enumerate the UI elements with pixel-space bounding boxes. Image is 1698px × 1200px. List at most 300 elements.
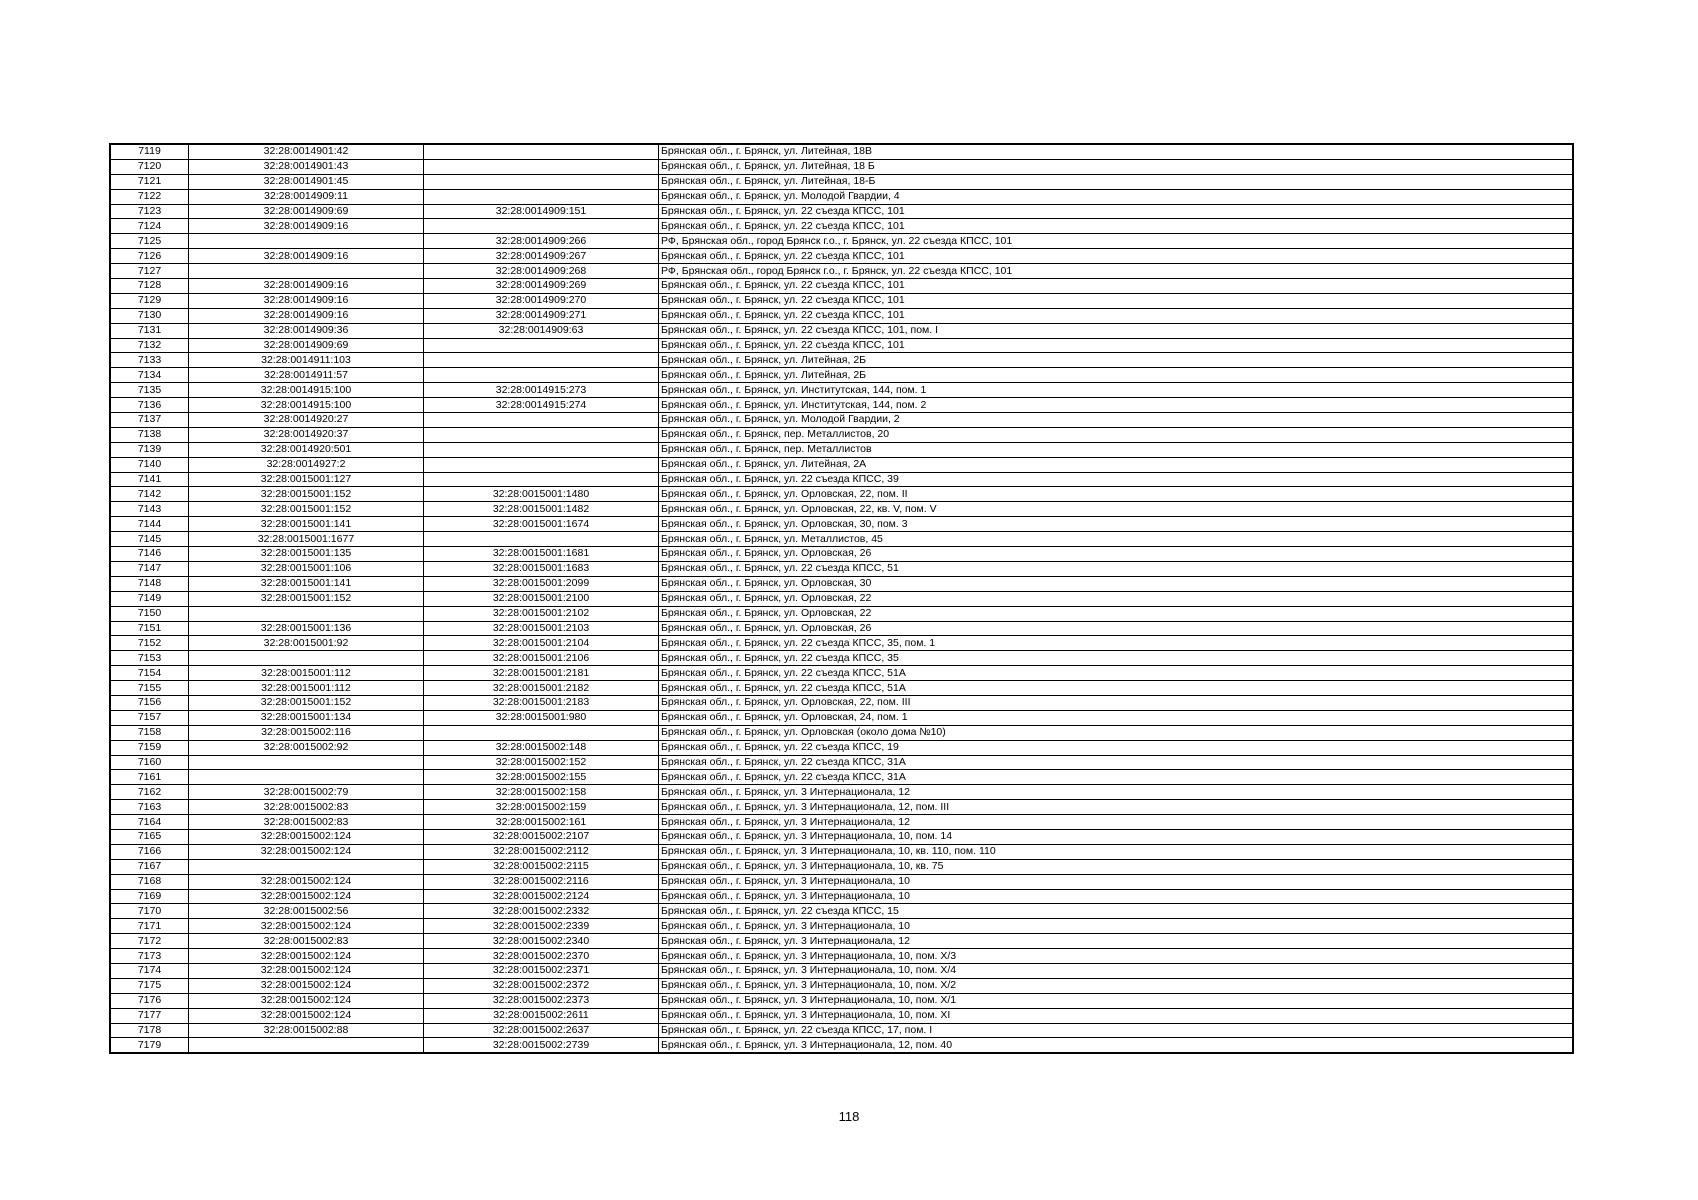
parcel-number-cell: 32:28:0015001:92 [189, 636, 424, 651]
parcel-number-cell: 32:28:0014909:36 [189, 323, 424, 338]
table-row [110, 487, 1573, 502]
row-number-cell: 7145 [110, 532, 189, 547]
row-number-cell: 7138 [110, 427, 189, 442]
table-row [110, 963, 1573, 978]
row-number-cell: 7134 [110, 368, 189, 383]
row-number-cell: 7155 [110, 681, 189, 696]
parcel-number-cell: 32:28:0015002:124 [189, 919, 424, 934]
object-number-cell: 32:28:0015001:2099 [424, 576, 659, 591]
parcel-number-cell [189, 264, 424, 279]
parcel-number-cell: 32:28:0014915:100 [189, 383, 424, 398]
row-number-cell: 7172 [110, 934, 189, 949]
table-row [110, 800, 1573, 815]
address-cell: Брянская обл., г. Брянск, ул. 22 съезда КПСС, 19 [659, 740, 1574, 755]
parcel-number-cell: 32:28:0015001:136 [189, 621, 424, 636]
table-row [110, 576, 1573, 591]
row-number-cell: 7164 [110, 815, 189, 830]
parcel-number-cell: 32:28:0014909:69 [189, 338, 424, 353]
parcel-number-cell: 32:28:0014920:37 [189, 427, 424, 442]
object-number-cell: 32:28:0015002:148 [424, 740, 659, 755]
parcel-number-cell: 32:28:0015001:134 [189, 710, 424, 725]
address-cell: Брянская обл., г. Брянск, ул. 22 съезда КПСС, 101 [659, 279, 1574, 294]
table-row [110, 949, 1573, 964]
object-number-cell [424, 353, 659, 368]
address-cell: Брянская обл., г. Брянск, ул. Орловская, 30, пом. 3 [659, 517, 1574, 532]
table-row [110, 308, 1573, 323]
table-row [110, 695, 1573, 710]
table-row [110, 978, 1573, 993]
table-row [110, 174, 1573, 189]
row-number-cell: 7140 [110, 457, 189, 472]
table-row [110, 561, 1573, 576]
row-number-cell: 7148 [110, 576, 189, 591]
row-number-cell: 7142 [110, 487, 189, 502]
parcel-number-cell: 32:28:0015001:112 [189, 681, 424, 696]
object-number-cell [424, 413, 659, 428]
row-number-cell: 7149 [110, 591, 189, 606]
object-number-cell: 32:28:0015001:1480 [424, 487, 659, 502]
object-number-cell: 32:28:0015002:2116 [424, 874, 659, 889]
row-number-cell: 7132 [110, 338, 189, 353]
object-number-cell: 32:28:0015002:152 [424, 755, 659, 770]
parcel-number-cell: 32:28:0015002:124 [189, 993, 424, 1008]
parcel-number-cell: 32:28:0015002:124 [189, 949, 424, 964]
row-number-cell: 7174 [110, 963, 189, 978]
parcel-number-cell: 32:28:0015002:124 [189, 874, 424, 889]
parcel-number-cell: 32:28:0014927:2 [189, 457, 424, 472]
address-cell: Брянская обл., г. Брянск, ул. 3 Интернационала, 10, пом. XI [659, 1008, 1574, 1023]
parcel-number-cell: 32:28:0015002:124 [189, 963, 424, 978]
address-cell: Брянская обл., г. Брянск, ул. 22 съезда КПСС, 51 [659, 561, 1574, 576]
row-number-cell: 7165 [110, 829, 189, 844]
object-number-cell: 32:28:0015001:1681 [424, 547, 659, 562]
address-cell: Брянская обл., г. Брянск, ул. 3 Интернационала, 10, пом. Х/1 [659, 993, 1574, 1008]
parcel-number-cell [189, 859, 424, 874]
address-cell: Брянская обл., г. Брянск, ул. Орловская, 22, пом. II [659, 487, 1574, 502]
parcel-number-cell: 32:28:0015001:1677 [189, 532, 424, 547]
table-row [110, 993, 1573, 1008]
parcel-number-cell: 32:28:0015002:79 [189, 785, 424, 800]
object-number-cell: 32:28:0015002:161 [424, 815, 659, 830]
row-number-cell: 7127 [110, 264, 189, 279]
parcel-number-cell [189, 770, 424, 785]
parcel-number-cell: 32:28:0015002:124 [189, 978, 424, 993]
address-cell: Брянская обл., г. Брянск, ул. 22 съезда КПСС, 31А [659, 755, 1574, 770]
row-number-cell: 7122 [110, 189, 189, 204]
table-row [110, 785, 1573, 800]
row-number-cell: 7171 [110, 919, 189, 934]
parcel-number-cell: 32:28:0014909:16 [189, 293, 424, 308]
parcel-number-cell: 32:28:0015002:83 [189, 815, 424, 830]
table-row [110, 621, 1573, 636]
object-number-cell: 32:28:0014909:267 [424, 249, 659, 264]
address-cell: Брянская обл., г. Брянск, ул. Орловская, 24, пом. 1 [659, 710, 1574, 725]
table-row [110, 547, 1573, 562]
address-cell: Брянская обл., г. Брянск, ул. 3 Интернационала, 10, кв. 110, пом. 110 [659, 844, 1574, 859]
object-number-cell: 32:28:0015001:1482 [424, 502, 659, 517]
address-cell: Брянская обл., г. Брянск, ул. 22 съезда КПСС, 31А [659, 770, 1574, 785]
parcel-number-cell: 32:28:0014909:16 [189, 308, 424, 323]
parcel-number-cell: 32:28:0014909:16 [189, 249, 424, 264]
parcel-number-cell: 32:28:0014911:103 [189, 353, 424, 368]
address-cell: Брянская обл., г. Брянск, ул. 22 съезда КПСС, 101, пом. I [659, 323, 1574, 338]
table-row [110, 725, 1573, 740]
parcel-number-cell: 32:28:0015002:116 [189, 725, 424, 740]
row-number-cell: 7160 [110, 755, 189, 770]
object-number-cell: 32:28:0014909:271 [424, 308, 659, 323]
row-number-cell: 7137 [110, 413, 189, 428]
table-row [110, 279, 1573, 294]
object-number-cell: 32:28:0014915:274 [424, 398, 659, 413]
object-number-cell: 32:28:0015002:159 [424, 800, 659, 815]
parcel-number-cell: 32:28:0014909:11 [189, 189, 424, 204]
object-number-cell: 32:28:0015001:2102 [424, 606, 659, 621]
address-cell: РФ, Брянская обл., город Брянск г.о., г. Брянск, ул. 22 съезда КПСС, 101 [659, 264, 1574, 279]
table-row [110, 1023, 1573, 1038]
object-number-cell: 32:28:0015002:155 [424, 770, 659, 785]
address-cell: Брянская обл., г. Брянск, ул. 3 Интернационала, 12, пом. III [659, 800, 1574, 815]
address-cell: Брянская обл., г. Брянск, ул. 22 съезда КПСС, 101 [659, 204, 1574, 219]
address-cell: Брянская обл., г. Брянск, ул. 22 съезда КПСС, 35, пом. 1 [659, 636, 1574, 651]
address-cell: Брянская обл., г. Брянск, ул. 3 Интернационала, 10, пом. Х/4 [659, 963, 1574, 978]
parcel-number-cell: 32:28:0014909:69 [189, 204, 424, 219]
parcel-number-cell: 32:28:0015001:127 [189, 472, 424, 487]
row-number-cell: 7139 [110, 442, 189, 457]
address-cell: Брянская обл., г. Брянск, ул. Литейная, 2Б [659, 368, 1574, 383]
address-cell: Брянская обл., г. Брянск, пер. Металлистов [659, 442, 1574, 457]
address-cell: Брянская обл., г. Брянск, ул. 3 Интернационала, 10, пом. Х/2 [659, 978, 1574, 993]
parcel-number-cell: 32:28:0015002:88 [189, 1023, 424, 1038]
row-number-cell: 7119 [110, 144, 189, 159]
row-number-cell: 7158 [110, 725, 189, 740]
object-number-cell: 32:28:0014909:63 [424, 323, 659, 338]
parcel-number-cell: 32:28:0015001:112 [189, 666, 424, 681]
table-row [110, 413, 1573, 428]
table-row [110, 1038, 1573, 1053]
address-cell: Брянская обл., г. Брянск, ул. 3 Интернационала, 12 [659, 815, 1574, 830]
parcel-number-cell: 32:28:0015001:135 [189, 547, 424, 562]
address-cell: Брянская обл., г. Брянск, ул. 3 Интернационала, 10 [659, 919, 1574, 934]
address-cell: Брянская обл., г. Брянск, ул. 22 съезда КПСС, 101 [659, 308, 1574, 323]
row-number-cell: 7153 [110, 651, 189, 666]
table-row [110, 591, 1573, 606]
parcel-number-cell: 32:28:0014920:27 [189, 413, 424, 428]
registry-table [109, 143, 1574, 1054]
address-cell: Брянская обл., г. Брянск, ул. Литейная, 18-Б [659, 174, 1574, 189]
table-row [110, 859, 1573, 874]
object-number-cell: 32:28:0015002:2112 [424, 844, 659, 859]
parcel-number-cell: 32:28:0015002:83 [189, 934, 424, 949]
table-row [110, 919, 1573, 934]
object-number-cell: 32:28:0015002:2339 [424, 919, 659, 934]
row-number-cell: 7178 [110, 1023, 189, 1038]
object-number-cell: 32:28:0015002:2611 [424, 1008, 659, 1023]
table-row [110, 874, 1573, 889]
table-row [110, 323, 1573, 338]
table-row [110, 889, 1573, 904]
object-number-cell: 32:28:0015001:2104 [424, 636, 659, 651]
row-number-cell: 7163 [110, 800, 189, 815]
row-number-cell: 7157 [110, 710, 189, 725]
table-row [110, 219, 1573, 234]
row-number-cell: 7167 [110, 859, 189, 874]
address-cell: РФ, Брянская обл., город Брянск г.о., г. Брянск, ул. 22 съезда КПСС, 101 [659, 234, 1574, 249]
address-cell: Брянская обл., г. Брянск, ул. Орловская, 22 [659, 606, 1574, 621]
object-number-cell [424, 368, 659, 383]
parcel-number-cell: 32:28:0015002:124 [189, 889, 424, 904]
row-number-cell: 7144 [110, 517, 189, 532]
object-number-cell: 32:28:0015002:158 [424, 785, 659, 800]
object-number-cell: 32:28:0015001:2181 [424, 666, 659, 681]
table-row [110, 815, 1573, 830]
object-number-cell [424, 457, 659, 472]
row-number-cell: 7166 [110, 844, 189, 859]
address-cell: Брянская обл., г. Брянск, ул. Институтская, 144, пом. 2 [659, 398, 1574, 413]
table-row [110, 651, 1573, 666]
address-cell: Брянская обл., г. Брянск, ул. 3 Интернационала, 12 [659, 785, 1574, 800]
object-number-cell: 32:28:0015002:2370 [424, 949, 659, 964]
address-cell: Брянская обл., г. Брянск, ул. Институтская, 144, пом. 1 [659, 383, 1574, 398]
table-row [110, 502, 1573, 517]
object-number-cell [424, 219, 659, 234]
table-row [110, 457, 1573, 472]
object-number-cell: 32:28:0015002:2371 [424, 963, 659, 978]
address-cell: Брянская обл., г. Брянск, ул. 3 Интернационала, 12 [659, 934, 1574, 949]
address-cell: Брянская обл., г. Брянск, ул. 22 съезда КПСС, 17, пом. I [659, 1023, 1574, 1038]
address-cell: Брянская обл., г. Брянск, ул. 3 Интернационала, 12, пом. 40 [659, 1038, 1574, 1053]
address-cell: Брянская обл., г. Брянск, ул. 22 съезда КПСС, 15 [659, 904, 1574, 919]
row-number-cell: 7179 [110, 1038, 189, 1053]
object-number-cell: 32:28:0015001:980 [424, 710, 659, 725]
table-row [110, 293, 1573, 308]
object-number-cell: 32:28:0014909:269 [424, 279, 659, 294]
table-row [110, 472, 1573, 487]
object-number-cell [424, 189, 659, 204]
object-number-cell: 32:28:0014909:268 [424, 264, 659, 279]
address-cell: Брянская обл., г. Брянск, ул. 22 съезда КПСС, 39 [659, 472, 1574, 487]
table-row [110, 338, 1573, 353]
row-number-cell: 7136 [110, 398, 189, 413]
row-number-cell: 7175 [110, 978, 189, 993]
table-row [110, 398, 1573, 413]
parcel-number-cell: 32:28:0015002:56 [189, 904, 424, 919]
table-row [110, 159, 1573, 174]
table-row [110, 844, 1573, 859]
row-number-cell: 7126 [110, 249, 189, 264]
parcel-number-cell: 32:28:0015001:106 [189, 561, 424, 576]
object-number-cell: 32:28:0015001:2183 [424, 695, 659, 710]
object-number-cell [424, 472, 659, 487]
address-cell: Брянская обл., г. Брянск, ул. Литейная, 2Б [659, 353, 1574, 368]
table-row [110, 740, 1573, 755]
object-number-cell [424, 338, 659, 353]
object-number-cell: 32:28:0015001:1674 [424, 517, 659, 532]
row-number-cell: 7143 [110, 502, 189, 517]
parcel-number-cell: 32:28:0015002:124 [189, 1008, 424, 1023]
parcel-number-cell: 32:28:0014901:43 [189, 159, 424, 174]
address-cell: Брянская обл., г. Брянск, ул. Орловская, 26 [659, 547, 1574, 562]
registry-table-body [110, 144, 1573, 1053]
object-number-cell: 32:28:0015002:2373 [424, 993, 659, 1008]
row-number-cell: 7120 [110, 159, 189, 174]
parcel-number-cell [189, 234, 424, 249]
table-row [110, 234, 1573, 249]
row-number-cell: 7123 [110, 204, 189, 219]
row-number-cell: 7169 [110, 889, 189, 904]
row-number-cell: 7156 [110, 695, 189, 710]
parcel-number-cell: 32:28:0015001:141 [189, 517, 424, 532]
address-cell: Брянская обл., г. Брянск, ул. Литейная, 18В [659, 144, 1574, 159]
table-row [110, 681, 1573, 696]
row-number-cell: 7176 [110, 993, 189, 1008]
address-cell: Брянская обл., г. Брянск, ул. Орловская, 30 [659, 576, 1574, 591]
object-number-cell: 32:28:0015002:2739 [424, 1038, 659, 1053]
parcel-number-cell: 32:28:0014901:42 [189, 144, 424, 159]
parcel-number-cell: 32:28:0014909:16 [189, 219, 424, 234]
address-cell: Брянская обл., г. Брянск, ул. Литейная, 2А [659, 457, 1574, 472]
table-row [110, 636, 1573, 651]
table-row [110, 249, 1573, 264]
table-row [110, 829, 1573, 844]
address-cell: Брянская обл., г. Брянск, ул. Орловская (около дома №10) [659, 725, 1574, 740]
address-cell: Брянская обл., г. Брянск, ул. 22 съезда КПСС, 51А [659, 666, 1574, 681]
parcel-number-cell: 32:28:0015001:152 [189, 695, 424, 710]
address-cell: Брянская обл., г. Брянск, ул. 3 Интернационала, 10 [659, 874, 1574, 889]
object-number-cell [424, 442, 659, 457]
table-row [110, 144, 1573, 159]
table-row [110, 368, 1573, 383]
address-cell: Брянская обл., г. Брянск, ул. Литейная, 18 Б [659, 159, 1574, 174]
address-cell: Брянская обл., г. Брянск, ул. 22 съезда КПСС, 101 [659, 293, 1574, 308]
row-number-cell: 7124 [110, 219, 189, 234]
object-number-cell: 32:28:0015001:2182 [424, 681, 659, 696]
table-row [110, 934, 1573, 949]
row-number-cell: 7125 [110, 234, 189, 249]
row-number-cell: 7151 [110, 621, 189, 636]
address-cell: Брянская обл., г. Брянск, ул. 3 Интернационала, 10, пом. Х/3 [659, 949, 1574, 964]
table-row [110, 517, 1573, 532]
parcel-number-cell: 32:28:0014901:45 [189, 174, 424, 189]
table-row [110, 770, 1573, 785]
object-number-cell: 32:28:0014909:270 [424, 293, 659, 308]
table-row [110, 1008, 1573, 1023]
object-number-cell [424, 427, 659, 442]
address-cell: Брянская обл., г. Брянск, ул. 22 съезда КПСС, 101 [659, 338, 1574, 353]
object-number-cell: 32:28:0014909:151 [424, 204, 659, 219]
address-cell: Брянская обл., г. Брянск, ул. Орловская, 22 [659, 591, 1574, 606]
object-number-cell: 32:28:0014915:273 [424, 383, 659, 398]
parcel-number-cell [189, 1038, 424, 1053]
object-number-cell: 32:28:0015002:2115 [424, 859, 659, 874]
parcel-number-cell: 32:28:0015002:124 [189, 829, 424, 844]
object-number-cell: 32:28:0015002:2637 [424, 1023, 659, 1038]
row-number-cell: 7131 [110, 323, 189, 338]
row-number-cell: 7173 [110, 949, 189, 964]
parcel-number-cell: 32:28:0015001:141 [189, 576, 424, 591]
table-row [110, 204, 1573, 219]
parcel-number-cell: 32:28:0014909:16 [189, 279, 424, 294]
parcel-number-cell [189, 606, 424, 621]
row-number-cell: 7177 [110, 1008, 189, 1023]
row-number-cell: 7133 [110, 353, 189, 368]
table-row [110, 606, 1573, 621]
address-cell: Брянская обл., г. Брянск, ул. 22 съезда КПСС, 35 [659, 651, 1574, 666]
row-number-cell: 7162 [110, 785, 189, 800]
row-number-cell: 7128 [110, 279, 189, 294]
address-cell: Брянская обл., г. Брянск, ул. Орловская, 26 [659, 621, 1574, 636]
row-number-cell: 7154 [110, 666, 189, 681]
object-number-cell: 32:28:0015001:1683 [424, 561, 659, 576]
table-row [110, 532, 1573, 547]
row-number-cell: 7129 [110, 293, 189, 308]
object-number-cell: 32:28:0015002:2372 [424, 978, 659, 993]
page-number: 118 [838, 1109, 860, 1124]
parcel-number-cell: 32:28:0015001:152 [189, 591, 424, 606]
table-row [110, 710, 1573, 725]
parcel-number-cell: 32:28:0014915:100 [189, 398, 424, 413]
row-number-cell: 7159 [110, 740, 189, 755]
table-row [110, 904, 1573, 919]
table-row [110, 666, 1573, 681]
address-cell: Брянская обл., г. Брянск, ул. 22 съезда КПСС, 51А [659, 681, 1574, 696]
address-cell: Брянская обл., г. Брянск, ул. 22 съезда КПСС, 101 [659, 219, 1574, 234]
table-row [110, 427, 1573, 442]
row-number-cell: 7168 [110, 874, 189, 889]
object-number-cell [424, 725, 659, 740]
parcel-number-cell [189, 755, 424, 770]
row-number-cell: 7130 [110, 308, 189, 323]
table-row [110, 442, 1573, 457]
table-row [110, 755, 1573, 770]
address-cell: Брянская обл., г. Брянск, ул. Молодой Гвардии, 4 [659, 189, 1574, 204]
row-number-cell: 7121 [110, 174, 189, 189]
object-number-cell: 32:28:0015002:2340 [424, 934, 659, 949]
row-number-cell: 7152 [110, 636, 189, 651]
object-number-cell [424, 159, 659, 174]
row-number-cell: 7146 [110, 547, 189, 562]
address-cell: Брянская обл., г. Брянск, ул. Металлистов, 45 [659, 532, 1574, 547]
object-number-cell: 32:28:0015001:2103 [424, 621, 659, 636]
object-number-cell: 32:28:0015002:2124 [424, 889, 659, 904]
parcel-number-cell: 32:28:0015001:152 [189, 487, 424, 502]
parcel-number-cell: 32:28:0015002:124 [189, 844, 424, 859]
object-number-cell [424, 144, 659, 159]
row-number-cell: 7150 [110, 606, 189, 621]
address-cell: Брянская обл., г. Брянск, пер. Металлистов, 20 [659, 427, 1574, 442]
address-cell: Брянская обл., г. Брянск, ул. 3 Интернационала, 10, пом. 14 [659, 829, 1574, 844]
address-cell: Брянская обл., г. Брянск, ул. Орловская, 22, кв. V, пом. V [659, 502, 1574, 517]
row-number-cell: 7147 [110, 561, 189, 576]
registry-table-container [109, 143, 1574, 1054]
object-number-cell: 32:28:0014909:266 [424, 234, 659, 249]
row-number-cell: 7161 [110, 770, 189, 785]
parcel-number-cell: 32:28:0015002:92 [189, 740, 424, 755]
address-cell: Брянская обл., г. Брянск, ул. 22 съезда КПСС, 101 [659, 249, 1574, 264]
parcel-number-cell: 32:28:0014920:501 [189, 442, 424, 457]
object-number-cell [424, 532, 659, 547]
parcel-number-cell: 32:28:0015002:83 [189, 800, 424, 815]
object-number-cell: 32:28:0015001:2100 [424, 591, 659, 606]
object-number-cell: 32:28:0015001:2106 [424, 651, 659, 666]
parcel-number-cell [189, 651, 424, 666]
row-number-cell: 7135 [110, 383, 189, 398]
row-number-cell: 7170 [110, 904, 189, 919]
parcel-number-cell: 32:28:0015001:152 [189, 502, 424, 517]
table-row [110, 353, 1573, 368]
table-row [110, 189, 1573, 204]
address-cell: Брянская обл., г. Брянск, ул. 3 Интернационала, 10 [659, 889, 1574, 904]
parcel-number-cell: 32:28:0014911:57 [189, 368, 424, 383]
